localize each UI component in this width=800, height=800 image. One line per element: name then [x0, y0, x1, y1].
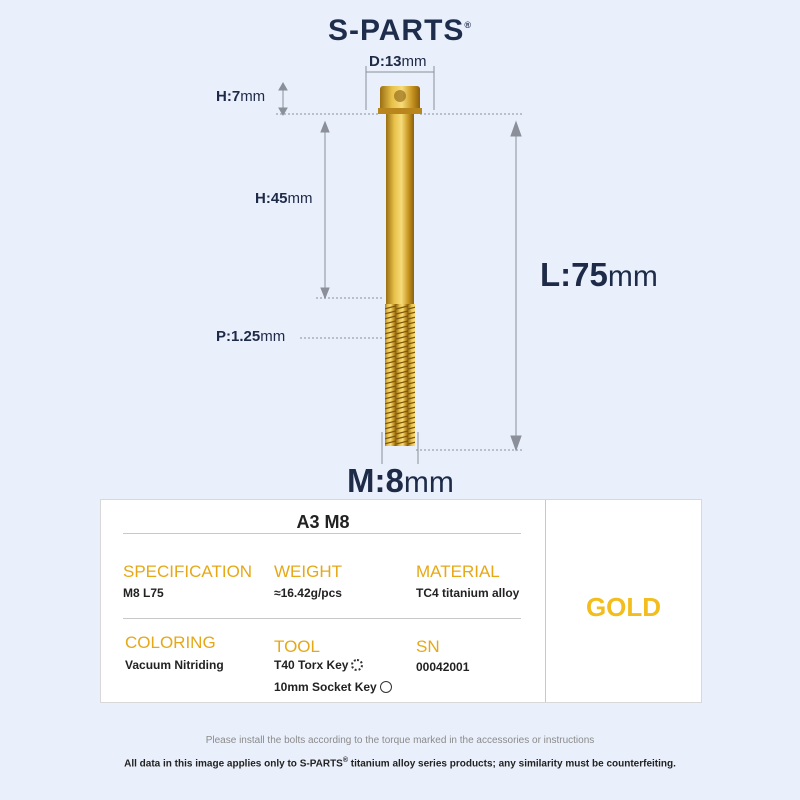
sn-label: SN [416, 637, 440, 656]
torx-icon [351, 659, 363, 671]
color-name: GOLD [585, 592, 662, 622]
spec-card [100, 499, 702, 703]
coloring-label: COLORING [125, 633, 216, 652]
bolt-head [378, 86, 422, 114]
specification-value: M8 L75 [123, 586, 164, 600]
head-height-label: H:7mm [216, 88, 266, 105]
tool-label: TOOL [274, 637, 320, 656]
total-length-label: L:75mm [540, 256, 658, 293]
socket-icon [380, 681, 392, 693]
divider [123, 533, 521, 534]
pitch-label: P:1.25mm [216, 328, 286, 345]
bolt-thread [385, 304, 415, 446]
divider [123, 618, 521, 619]
brand-logo: S-PARTS® [327, 14, 473, 47]
install-note: Please install the bolts according to the torque marked in the accessories or instructions [205, 735, 595, 746]
head-diameter-label: D:13mm [369, 53, 427, 70]
bolt-shank [386, 114, 414, 304]
material-value: TC4 titanium alloy [416, 586, 520, 600]
weight-value: ≈16.42g/pcs [274, 586, 342, 600]
coloring-value: Vacuum Nitriding [125, 658, 224, 672]
disclaimer: All data in this image applies only to S-PARTS® titanium alloy series products; any similarity must be counterfeiting. [124, 757, 676, 770]
weight-label: WEIGHT [274, 562, 342, 581]
tool-value-1: T40 Torx Key [274, 658, 363, 672]
tool-value-2: 10mm Socket Key [274, 680, 392, 694]
sn-value: 00042001 [416, 660, 470, 674]
specification-label: SPECIFICATION [123, 562, 253, 581]
material-label: MATERIAL [416, 562, 500, 581]
shank-length-label: H:45mm [255, 190, 313, 207]
model-title: A3 M8 [296, 512, 350, 532]
thread-size-label: M:8mm [347, 462, 454, 499]
